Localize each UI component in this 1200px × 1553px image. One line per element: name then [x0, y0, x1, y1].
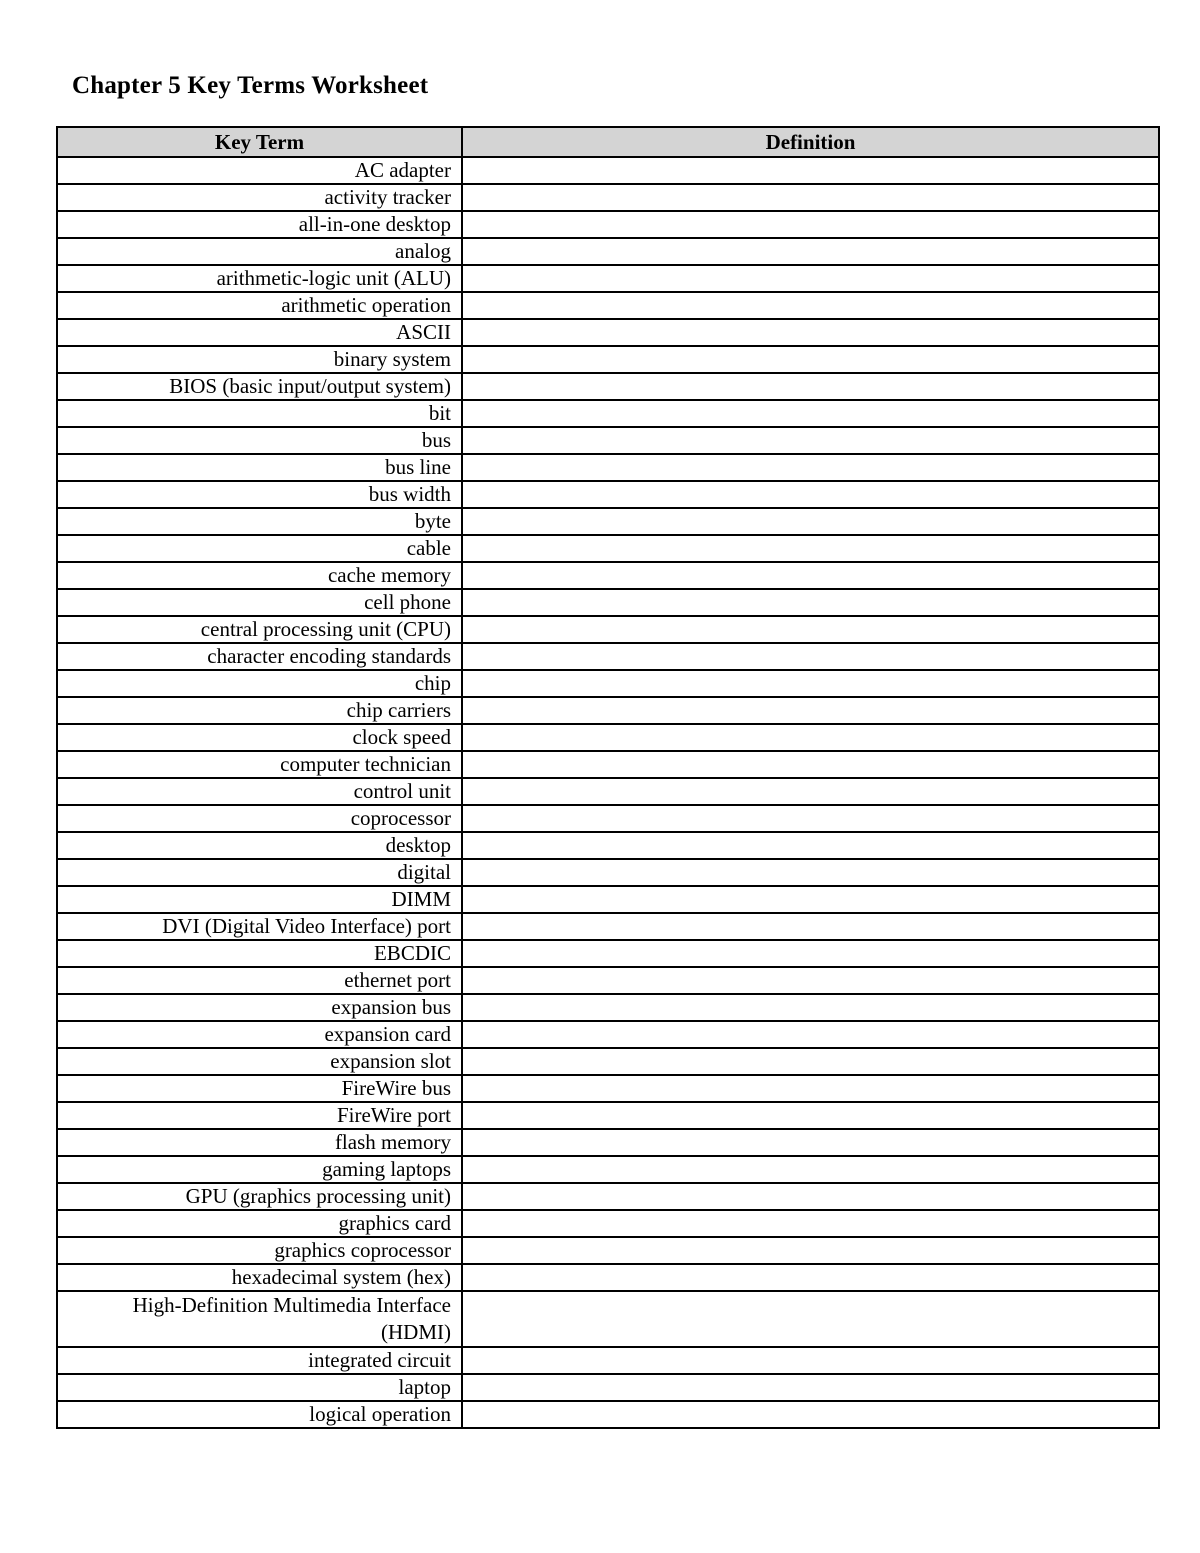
key-term-cell: logical operation — [57, 1401, 462, 1428]
definition-cell[interactable] — [462, 184, 1159, 211]
table-row — [57, 481, 1159, 508]
table-row — [57, 697, 1159, 724]
key-term-cell: laptop — [57, 1374, 462, 1401]
table-body — [57, 157, 1159, 1428]
definition-cell[interactable] — [462, 1102, 1159, 1129]
key-term-cell: bit — [57, 400, 462, 427]
key-term-cell: expansion slot — [57, 1048, 462, 1075]
definition-cell[interactable] — [462, 1156, 1159, 1183]
definition-cell[interactable] — [462, 454, 1159, 481]
key-term-cell: desktop — [57, 832, 462, 859]
key-term-cell: chip — [57, 670, 462, 697]
table-row — [57, 751, 1159, 778]
definition-cell[interactable] — [462, 994, 1159, 1021]
key-term-cell: digital — [57, 859, 462, 886]
definition-cell[interactable] — [462, 670, 1159, 697]
definition-cell[interactable] — [462, 778, 1159, 805]
worksheet-title: Chapter 5 Key Terms Worksheet — [72, 72, 429, 99]
definition-cell[interactable] — [462, 238, 1159, 265]
key-term-cell: DVI (Digital Video Interface) port — [57, 913, 462, 940]
key-term-cell: expansion bus — [57, 994, 462, 1021]
key-term-cell: AC adapter — [57, 157, 462, 184]
table-row — [57, 184, 1159, 211]
key-term-cell: analog — [57, 238, 462, 265]
definition-cell[interactable] — [462, 1183, 1159, 1210]
key-term-cell: computer technician — [57, 751, 462, 778]
key-term-cell: ethernet port — [57, 967, 462, 994]
definition-cell[interactable] — [462, 157, 1159, 184]
key-term-cell: bus line — [57, 454, 462, 481]
header-row — [57, 127, 1159, 157]
key-term-column-header: Key Term — [57, 127, 462, 157]
definition-cell[interactable] — [462, 589, 1159, 616]
definition-cell[interactable] — [462, 886, 1159, 913]
key-term-cell: FireWire port — [57, 1102, 462, 1129]
table-row — [57, 238, 1159, 265]
key-term-cell: High-Definition Multimedia Interface (HDMI) — [57, 1291, 462, 1347]
definition-cell[interactable] — [462, 562, 1159, 589]
key-term-cell: hexadecimal system (hex) — [57, 1264, 462, 1291]
definition-cell[interactable] — [462, 1075, 1159, 1102]
table-row — [57, 400, 1159, 427]
table-row — [57, 1264, 1159, 1291]
key-term-cell: cable — [57, 535, 462, 562]
definition-cell[interactable] — [462, 373, 1159, 400]
key-term-cell: coprocessor — [57, 805, 462, 832]
table-row — [57, 1102, 1159, 1129]
key-term-cell: cache memory — [57, 562, 462, 589]
table-row — [57, 211, 1159, 238]
definition-cell[interactable] — [462, 1210, 1159, 1237]
table-row — [57, 1129, 1159, 1156]
table-row — [57, 589, 1159, 616]
definition-column-header: Definition — [462, 127, 1159, 157]
definition-cell[interactable] — [462, 724, 1159, 751]
key-term-cell: graphics coprocessor — [57, 1237, 462, 1264]
key-term-cell: ASCII — [57, 319, 462, 346]
table-row — [57, 670, 1159, 697]
definition-cell[interactable] — [462, 481, 1159, 508]
table-row — [57, 454, 1159, 481]
key-term-cell: BIOS (basic input/output system) — [57, 373, 462, 400]
definition-cell[interactable] — [462, 1347, 1159, 1374]
key-term-cell: control unit — [57, 778, 462, 805]
definition-cell[interactable] — [462, 967, 1159, 994]
key-term-cell: gaming laptops — [57, 1156, 462, 1183]
definition-cell[interactable] — [462, 508, 1159, 535]
key-term-cell: EBCDIC — [57, 940, 462, 967]
definition-cell[interactable] — [462, 1401, 1159, 1428]
key-term-cell: central processing unit (CPU) — [57, 616, 462, 643]
definition-cell[interactable] — [462, 805, 1159, 832]
table-row — [57, 1210, 1159, 1237]
definition-cell[interactable] — [462, 346, 1159, 373]
key-term-cell: DIMM — [57, 886, 462, 913]
definition-cell[interactable] — [462, 1021, 1159, 1048]
definition-cell[interactable] — [462, 535, 1159, 562]
definition-cell[interactable] — [462, 616, 1159, 643]
key-term-cell: binary system — [57, 346, 462, 373]
definition-cell[interactable] — [462, 913, 1159, 940]
key-term-cell: integrated circuit — [57, 1347, 462, 1374]
key-term-cell: FireWire bus — [57, 1075, 462, 1102]
table-row — [57, 724, 1159, 751]
table-row — [57, 1374, 1159, 1401]
table-header — [57, 127, 1159, 157]
key-term-cell: expansion card — [57, 1021, 462, 1048]
table-row — [57, 967, 1159, 994]
table-row — [57, 778, 1159, 805]
table-row — [57, 1075, 1159, 1102]
definition-cell[interactable] — [462, 1237, 1159, 1264]
table-row — [57, 913, 1159, 940]
definition-cell[interactable] — [462, 697, 1159, 724]
table-row — [57, 346, 1159, 373]
table-row — [57, 1347, 1159, 1374]
definition-cell[interactable] — [462, 832, 1159, 859]
definition-cell[interactable] — [462, 1291, 1159, 1347]
definition-cell[interactable] — [462, 940, 1159, 967]
key-term-cell: byte — [57, 508, 462, 535]
definition-cell[interactable] — [462, 265, 1159, 292]
key-terms-table — [56, 126, 1160, 1429]
definition-cell[interactable] — [462, 643, 1159, 670]
table-row — [57, 616, 1159, 643]
table-row — [57, 1156, 1159, 1183]
table-row — [57, 319, 1159, 346]
table-row — [57, 1401, 1159, 1428]
table-row — [57, 535, 1159, 562]
key-term-cell: arithmetic operation — [57, 292, 462, 319]
key-term-cell: bus — [57, 427, 462, 454]
key-term-cell: chip carriers — [57, 697, 462, 724]
definition-cell[interactable] — [462, 1129, 1159, 1156]
table-row — [57, 1291, 1159, 1347]
table-row — [57, 1021, 1159, 1048]
table-row — [57, 940, 1159, 967]
table-row — [57, 508, 1159, 535]
table-row — [57, 373, 1159, 400]
definition-cell[interactable] — [462, 1264, 1159, 1291]
table-row — [57, 994, 1159, 1021]
key-term-cell: cell phone — [57, 589, 462, 616]
table-row — [57, 1237, 1159, 1264]
definition-cell[interactable] — [462, 859, 1159, 886]
definition-cell[interactable] — [462, 400, 1159, 427]
key-term-cell: clock speed — [57, 724, 462, 751]
definition-cell[interactable] — [462, 1048, 1159, 1075]
table-row — [57, 1048, 1159, 1075]
table-row — [57, 832, 1159, 859]
key-term-cell: GPU (graphics processing unit) — [57, 1183, 462, 1210]
table-row — [57, 859, 1159, 886]
table-row — [57, 805, 1159, 832]
definition-cell[interactable] — [462, 427, 1159, 454]
definition-cell[interactable] — [462, 1374, 1159, 1401]
table-row — [57, 1183, 1159, 1210]
table-row — [57, 886, 1159, 913]
key-term-cell: bus width — [57, 481, 462, 508]
definition-cell[interactable] — [462, 751, 1159, 778]
key-term-cell: character encoding standards — [57, 643, 462, 670]
key-term-cell: flash memory — [57, 1129, 462, 1156]
definition-cell[interactable] — [462, 292, 1159, 319]
definition-cell[interactable] — [462, 211, 1159, 238]
key-term-cell: graphics card — [57, 1210, 462, 1237]
table-row — [57, 265, 1159, 292]
table-row — [57, 157, 1159, 184]
table-row — [57, 427, 1159, 454]
key-term-cell: arithmetic-logic unit (ALU) — [57, 265, 462, 292]
table-row — [57, 643, 1159, 670]
definition-cell[interactable] — [462, 319, 1159, 346]
table-row — [57, 292, 1159, 319]
key-term-cell: activity tracker — [57, 184, 462, 211]
table-row — [57, 562, 1159, 589]
key-term-cell: all-in-one desktop — [57, 211, 462, 238]
